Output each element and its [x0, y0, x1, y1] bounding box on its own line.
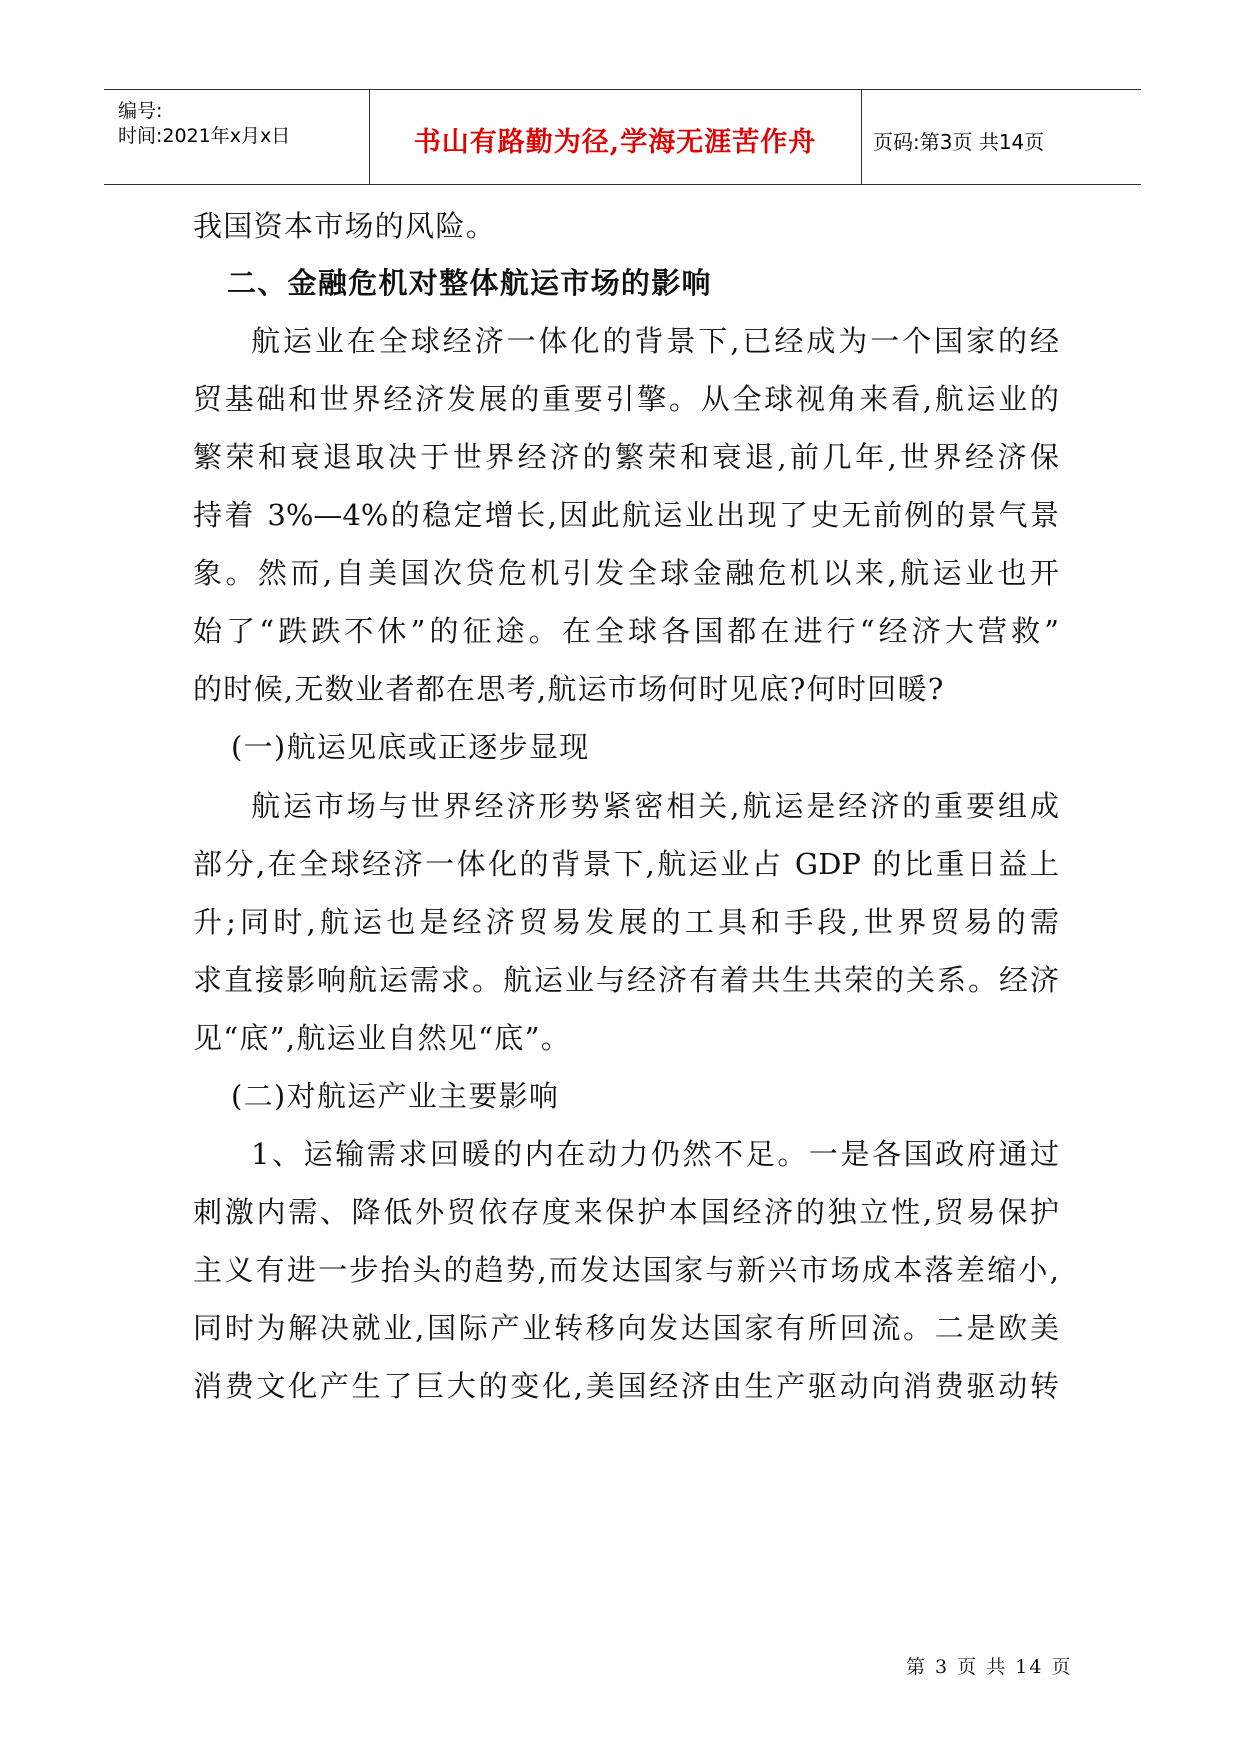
date-label: 时间:2021年x月x日: [118, 125, 291, 147]
header-page-number: 页码:第3页 共14页: [873, 130, 1045, 154]
header-page-cell: [861, 90, 1141, 184]
subsection-heading: (二)对航运产业主要影响: [231, 1079, 560, 1113]
body-text-line: 象。然而,自美国次贷危机引发全球金融危机以来,航运业也开: [193, 556, 1059, 590]
body-text-line: 我国资本市场的风险。: [193, 209, 497, 243]
body-text-line: 刺激内需、降低外贸依存度来保护本国经济的独立性,贸易保护: [193, 1195, 1059, 1229]
body-text-line: 求直接影响航运需求。航运业与经济有着共生共荣的关系。经济: [193, 963, 1059, 997]
body-text-line: 贸基础和世界经济发展的重要引擎。从全球视角来看,航运业的: [193, 382, 1059, 416]
body-text-line: 航运业在全球经济一体化的背景下,已经成为一个国家的经: [251, 324, 1059, 358]
page-header: [104, 89, 1141, 185]
subsection-heading: (一)航运见底或正逐步显现: [231, 730, 590, 764]
body-text-line: 同时为解决就业,国际产业转移向发达国家有所回流。二是欧美: [193, 1311, 1059, 1345]
body-text-line: 繁荣和衰退取决于世界经济的繁荣和衰退,前几年,世界经济保: [193, 440, 1059, 474]
body-text-line: 消费文化产生了巨大的变化,美国经济由生产驱动向消费驱动转: [193, 1369, 1059, 1403]
body-text-line: 升;同时,航运也是经济贸易发展的工具和手段,世界贸易的需: [193, 905, 1059, 939]
body-text-line: 始了“跌跌不休”的征途。在全球各国都在进行“经济大营救”: [193, 614, 1059, 648]
body-text-line: 1、运输需求回暖的内在动力仍然不足。一是各国政府通过: [251, 1137, 1059, 1171]
motto-text: 书山有路勤为径,学海无涯苦作舟: [413, 127, 817, 158]
body-text-line: 主义有进一步抬头的趋势,而发达国家与新兴市场成本落差缩小,: [193, 1253, 1059, 1287]
section-heading: 二、金融危机对整体航运市场的影响: [227, 266, 712, 300]
body-text-line: 持着 3%—4%的稳定增长,因此航运业出现了史无前例的景气景: [193, 498, 1059, 532]
body-text-line: 部分,在全球经济一体化的背景下,航运业占 GDP 的比重日益上: [193, 847, 1059, 881]
body-text-line: 见“底”,航运业自然见“底”。: [193, 1021, 572, 1055]
header-motto-cell: [369, 90, 862, 184]
body-text-line: 航运市场与世界经济形势紧密相关,航运是经济的重要组成: [251, 789, 1059, 823]
header-meta-cell: [104, 90, 370, 184]
serial-number-label: 编号:: [118, 100, 163, 122]
page-footer-number: 第 3 页 共 14 页: [906, 1656, 1073, 1678]
body-text-line: 的时候,无数业者都在思考,航运市场何时见底?何时回暖?: [193, 672, 945, 706]
